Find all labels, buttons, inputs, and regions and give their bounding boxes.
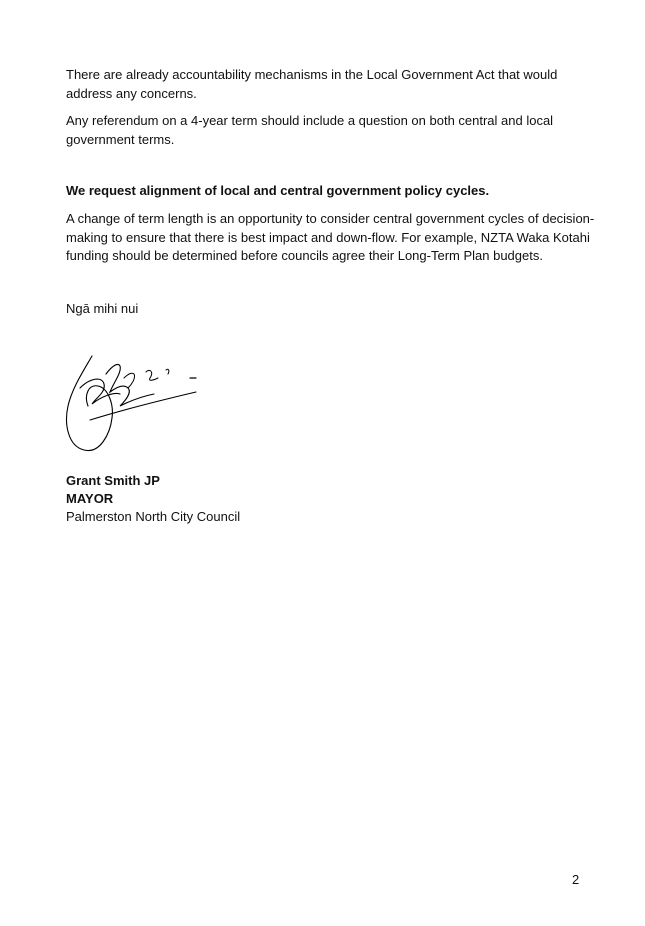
paragraph-referendum: Any referendum on a 4-year term should include a question on both central and local government terms. <box>66 113 554 147</box>
signatory-name: Grant Smith JP <box>66 473 160 488</box>
closing-salutation: Ngā mihi nui <box>66 301 139 316</box>
paragraph-accountability: There are already accountability mechanisms in the Local Government Act that would address any concerns. <box>66 67 558 101</box>
signatory-organization: Palmerston North City Council <box>66 509 241 524</box>
page-number: 2 <box>572 872 580 887</box>
handwritten-signature <box>62 348 207 456</box>
paragraph-policy-cycles: A change of term length is an opportunity to consider central government cycles of decision-making to ensure that there is best impact and down-flow. For example, NZTA Waka Kotahi funding should be determined before councils agree their Long-Term Plan budgets. <box>66 211 595 263</box>
signatory-title: MAYOR <box>66 491 114 506</box>
signature-block <box>66 472 240 526</box>
section-heading: We request alignment of local and central government policy cycles. <box>66 183 490 198</box>
